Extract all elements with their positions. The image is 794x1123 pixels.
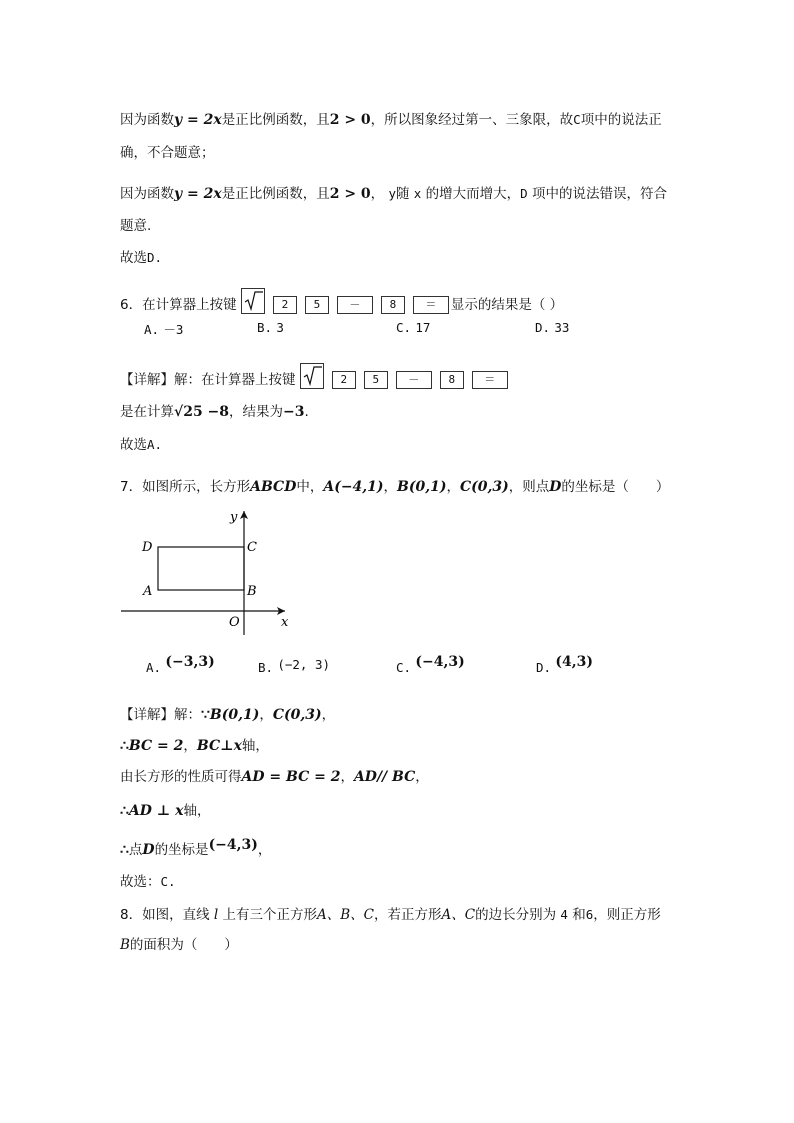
x-axis-label: x (281, 615, 289, 630)
text: ， (370, 186, 385, 202)
therefore-symbol: ∴ (120, 738, 129, 754)
variable: y (388, 186, 396, 201)
text: ，结果为 (229, 404, 284, 420)
text: ， (183, 738, 197, 754)
equation: y = 2x (174, 112, 222, 128)
option-value: (−4,3) (415, 654, 465, 670)
solution-6 (120, 367, 516, 393)
text: 故选： (120, 874, 161, 890)
condition: 2 > 0 (329, 112, 371, 128)
text-line: 题意. (120, 218, 152, 234)
detail-tag: 【详解】 (120, 707, 174, 723)
therefore-symbol: ∴ (120, 803, 129, 819)
text: 由长方形的性质可得 (120, 769, 242, 785)
text: 和 (572, 907, 586, 923)
square-name: B (120, 937, 130, 953)
option-value: 33 (554, 320, 570, 335)
equation: AD ⊥ x (128, 803, 184, 819)
origin-label: O (229, 615, 240, 630)
option-c (396, 320, 430, 336)
answer-line (120, 872, 176, 892)
point-a-label: A (143, 584, 153, 599)
text: ， (383, 479, 398, 495)
option-letter: D (520, 186, 528, 201)
text: 因为函数 (120, 186, 174, 202)
solution-line-d (120, 184, 667, 204)
calc-key: 5 (364, 371, 388, 389)
calc-key: 8 (381, 296, 405, 314)
option-label: D. (536, 660, 552, 675)
text: 的坐标是（ ） (561, 479, 670, 495)
question-number: 6． (120, 297, 143, 313)
calc-key: ＝ (413, 296, 449, 314)
calc-key: － (337, 296, 373, 314)
condition: 2 > 0 (329, 186, 371, 202)
option-value: 3 (276, 320, 284, 335)
text-line: 确，不合题意； (120, 145, 215, 161)
option-label: A. (146, 660, 162, 675)
calc-key: ＝ (472, 371, 508, 389)
equation: AD = BC = 2 (241, 769, 341, 785)
solution-line-c (120, 110, 662, 130)
answer: A. (147, 437, 163, 452)
therefore-symbol: ∴ (120, 842, 129, 858)
result: −3 (283, 404, 305, 420)
text: 轴， (183, 803, 211, 819)
text: ， (340, 769, 354, 785)
option-label: B. (257, 320, 273, 335)
text: ， (446, 479, 460, 495)
option-b (257, 320, 284, 336)
text: ， (415, 769, 429, 785)
option-label: D. (535, 320, 551, 335)
solution-7-line3 (120, 767, 429, 787)
detail-tag: 【详解】 (120, 372, 174, 388)
text: 是正比例函数，且 (221, 112, 330, 128)
option-label: C. (396, 320, 412, 335)
text: ， (259, 707, 273, 723)
calc-key: 2 (332, 371, 356, 389)
text: 因为函数 (120, 112, 174, 128)
text: 故选 (120, 250, 147, 266)
text: 中， (296, 479, 324, 495)
option-value: (−3,3) (165, 654, 215, 670)
because-symbol: ∵ (201, 707, 210, 723)
option-value: (−2, 3) (277, 657, 331, 672)
question-number: 7． (120, 479, 143, 495)
answer: C. (160, 874, 176, 889)
option-a (146, 654, 215, 676)
answer: D. (147, 250, 163, 265)
point-b-label: B (247, 584, 257, 599)
option-value: －3 (163, 322, 184, 337)
question-number: 8． (120, 907, 143, 923)
number: 4 (560, 907, 568, 922)
option-letter: C (573, 112, 581, 127)
equation: BC = 2 (128, 738, 184, 754)
calc-key: 8 (440, 371, 464, 389)
text: 是在计算 (120, 404, 174, 420)
option-label: C. (396, 660, 412, 675)
number: 6 (585, 907, 594, 922)
variable: x (413, 186, 422, 201)
calc-key: 5 (305, 296, 329, 314)
text: ，若正方形 (374, 907, 442, 923)
text: . (304, 404, 309, 420)
solution-7 (120, 705, 335, 725)
text: 如图所示，长方形 (142, 479, 251, 495)
coordinate: (−4,3) (208, 837, 258, 853)
point-d: D (549, 479, 562, 495)
text: 点 (128, 842, 143, 858)
question-8-line2 (120, 935, 238, 955)
option-d (535, 320, 569, 336)
text: ，则点 (508, 479, 550, 495)
calc-key: － (396, 371, 432, 389)
text: 项中的说法错误，符合 (531, 186, 667, 202)
question-7 (120, 477, 669, 497)
coordinate-figure (115, 505, 300, 645)
text: 上有三个正方形 (222, 907, 318, 923)
text: 的面积为（ ） (129, 937, 238, 953)
text: ， (321, 707, 336, 723)
rectangle-name: ABCD (250, 479, 297, 495)
text: 的坐标是 (154, 842, 209, 858)
option-value: (4,3) (555, 654, 593, 670)
option-c (396, 654, 465, 676)
sqrt-key-icon (241, 288, 265, 314)
point-a: A(−4,1) (323, 479, 384, 495)
point-d: D (142, 842, 155, 858)
solution-6-line2 (120, 402, 309, 422)
text: ， (257, 842, 272, 858)
text: ，所以图象经过第一、三象限，故 (370, 112, 574, 128)
point-d-label: D (142, 540, 153, 555)
text: 在计算器上按键 (142, 297, 237, 313)
text: 的增大而增大， (425, 186, 521, 202)
solution-7-line5 (120, 837, 272, 860)
option-label: A. (144, 322, 160, 337)
text: 随 (396, 186, 410, 202)
option-label: B. (258, 660, 274, 675)
calc-key: 2 (273, 296, 297, 314)
point-b: B(0,1) (397, 479, 447, 495)
text: 是正比例函数，且 (221, 186, 330, 202)
equation: AD// BC (353, 769, 416, 785)
sqrt-key-icon (300, 363, 324, 389)
point-b: B(0,1) (209, 707, 260, 723)
y-axis-label: y (230, 510, 238, 525)
solution-7-line2 (120, 736, 269, 756)
solution-7-line4 (120, 801, 210, 821)
option-a (144, 320, 183, 338)
text: 解： (174, 707, 201, 723)
option-b (258, 657, 331, 676)
text: 解：在计算器上按键 (174, 372, 296, 388)
line-name: l (213, 907, 219, 923)
expression: √25 −8 (174, 404, 230, 420)
square-names: A、B、C (317, 907, 375, 923)
equation: BC⊥x (196, 738, 242, 754)
square-names: A、C (441, 907, 476, 923)
equation: y = 2x (174, 186, 222, 202)
answer-line (120, 435, 162, 455)
text: 轴， (241, 738, 269, 754)
text: 如图，直线 (142, 907, 210, 923)
question-8 (120, 905, 661, 925)
option-value: 17 (415, 320, 431, 335)
rectangle-abcd (158, 547, 244, 590)
point-c-label: C (247, 540, 257, 555)
text: 项中的说法正 (580, 112, 662, 128)
text: 的边长分别为 (475, 907, 557, 923)
option-d (536, 654, 593, 676)
answer-line (120, 248, 162, 268)
text: ，则正方形 (593, 907, 661, 923)
text: 显示的结果是（ ） (450, 297, 564, 313)
point-c: C(0,3) (272, 707, 322, 723)
question-6 (120, 292, 563, 318)
point-c: C(0,3) (459, 479, 509, 495)
text: 故选 (120, 437, 147, 453)
